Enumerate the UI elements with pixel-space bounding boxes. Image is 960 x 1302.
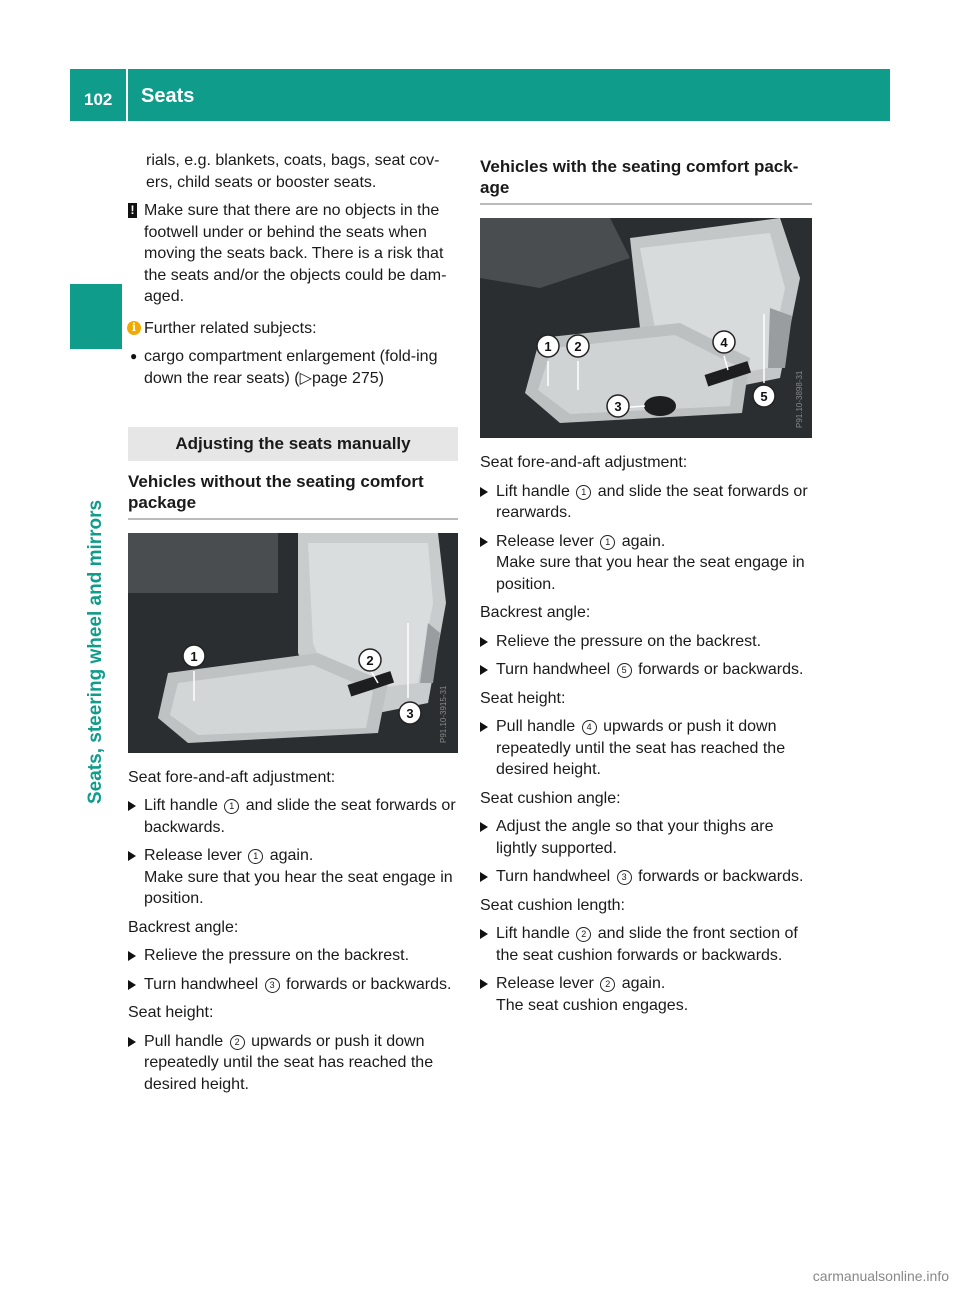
callout-ref-3-icon: 3	[265, 978, 280, 993]
page-ref-link[interactable]: page 275)	[311, 369, 384, 387]
info-icon: i	[127, 321, 141, 335]
step: Adjust the angle so that your thighs are lightly supported.	[480, 816, 812, 859]
callout-2-label: 2	[574, 339, 582, 354]
action-arrow-icon	[128, 1037, 136, 1047]
step: Pull handle 4 upwards or push it down repeatedly until the seat has reached the desired height.	[480, 716, 812, 781]
subheading-with-comfort: Vehicles with the seating comfort pack-age	[480, 156, 812, 205]
step: Lift handle 1 and slide the seat forwards or rearwards.	[480, 481, 812, 524]
step: Release lever 1 again. Make sure that you hear the seat engage in position.	[480, 531, 812, 596]
step: Turn handwheel 3 forwards or backwards.	[480, 866, 812, 888]
callout-5-label: 5	[760, 389, 768, 404]
step: Release lever 1 again. Make sure that you hear the seat engage in position.	[128, 845, 458, 910]
callout-ref-1-icon: 1	[248, 849, 263, 864]
action-arrow-icon	[128, 980, 136, 990]
subheading-without-comfort: Vehicles without the seating comfort package	[128, 471, 458, 520]
callout-ref-2-icon: 2	[576, 927, 591, 942]
warning-note: ! Make sure that there are no objects in the footwell under or behind the seats when moving the seats back. There is a risk that the seats and/or the objects could be dam-aged.	[128, 200, 458, 308]
callout-3-label: 3	[406, 705, 414, 721]
callout-2-label: 2	[366, 652, 374, 668]
height-label: Seat height:	[480, 689, 566, 707]
section-title: Seats	[141, 85, 195, 107]
step: Turn handwheel 5 forwards or backwards.	[480, 659, 812, 681]
step: Lift handle 1 and slide the seat forwards or backwards.	[128, 795, 458, 838]
backrest-label: Backrest angle:	[480, 604, 591, 621]
seat-illustration	[480, 218, 812, 438]
action-arrow-icon	[480, 537, 488, 547]
step: Relieve the pressure on the backrest.	[480, 631, 812, 653]
action-arrow-icon	[480, 872, 488, 882]
step: Turn handwheel 3 forwards or backwards.	[128, 974, 458, 996]
chapter-marker	[70, 284, 122, 349]
action-arrow-icon	[480, 979, 488, 989]
callout-ref-2-icon: 2	[230, 1035, 245, 1050]
step: Relieve the pressure on the backrest.	[128, 945, 458, 967]
action-arrow-icon	[480, 637, 488, 647]
photo-code: P91.10-3898-31	[795, 370, 804, 428]
step: Release lever 2 again. The seat cushion engages.	[480, 973, 812, 1016]
callout-1-label: 1	[190, 648, 198, 664]
callout-1-label: 1	[544, 339, 552, 354]
cushion-angle-label: Seat cushion angle:	[480, 789, 621, 807]
step: Pull handle 2 upwards or push it down repeatedly until the seat has reached the desired height.	[128, 1031, 458, 1096]
callout-ref-1-icon: 1	[224, 799, 239, 814]
action-arrow-icon	[480, 487, 488, 497]
fore-aft-label: Seat fore-and-aft adjustment:	[480, 454, 688, 471]
watermark: carmanualsonline.info	[812, 1267, 949, 1284]
action-arrow-icon	[128, 951, 136, 961]
action-arrow-icon	[480, 722, 488, 732]
action-arrow-icon	[480, 929, 488, 939]
callout-ref-5-icon: 5	[617, 663, 632, 678]
backrest-label: Backrest angle:	[128, 918, 239, 936]
action-arrow-icon	[480, 665, 488, 675]
photo-code: P91.10-3915-31	[439, 685, 448, 743]
callout-3-label: 3	[614, 399, 622, 414]
page-number: 102	[84, 90, 113, 109]
page-header	[70, 69, 890, 121]
right-column	[480, 150, 812, 1023]
seat-illustration	[128, 533, 458, 753]
callout-ref-1-icon: 1	[600, 535, 615, 550]
seat-photo-manual	[128, 533, 458, 753]
warning-icon: !	[128, 203, 137, 218]
left-column	[128, 150, 458, 1102]
bullet-icon: ●	[130, 349, 138, 363]
seat-photo-comfort	[480, 218, 812, 438]
step: Lift handle 2 and slide the front section of the seat cushion forwards or backwards.	[480, 923, 812, 966]
callout-ref-2-icon: 2	[600, 977, 615, 992]
page-ref-arrow-icon: ▷	[299, 369, 312, 387]
chapter-sidebar: Seats, steering wheel and mirrors	[70, 284, 122, 794]
action-arrow-icon	[480, 822, 488, 832]
continued-text: rials, e.g. blankets, coats, bags, seat cov-ers, child seats or booster seats.	[146, 152, 440, 191]
action-arrow-icon	[128, 851, 136, 861]
info-bullet: ● cargo compartment enlargement (fold-ing down the rear seats) (▷page 275)	[130, 348, 438, 387]
action-arrow-icon	[128, 801, 136, 811]
fore-aft-label: Seat fore-and-aft adjustment:	[128, 768, 336, 786]
header-divider	[126, 69, 128, 121]
info-note: i Further related subjects:	[128, 318, 458, 340]
cushion-length-label: Seat cushion length:	[480, 896, 625, 914]
callout-ref-4-icon: 4	[582, 720, 597, 735]
height-label: Seat height:	[128, 1004, 214, 1021]
callout-ref-1-icon: 1	[576, 485, 591, 500]
callout-ref-3-icon: 3	[617, 870, 632, 885]
section-heading-bar: Adjusting the seats manually	[128, 427, 458, 461]
callout-4-label: 4	[720, 335, 728, 350]
